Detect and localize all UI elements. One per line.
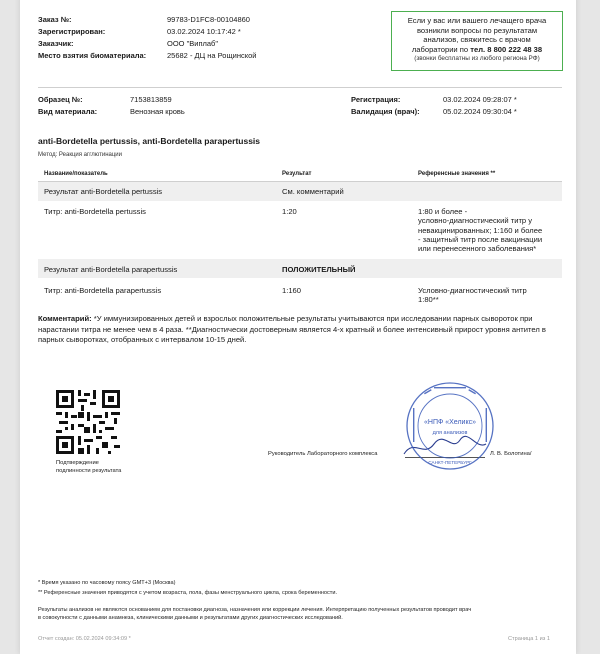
footnote-reference: ** Референсные значения приводятся с учетом возраста, пола, фазы менструального цикла, срока беременности.: [38, 590, 338, 596]
registered-value: 03.02.2024 10:17:42 *: [167, 27, 241, 36]
registration-value: 03.02.2024 09:28:07 *: [443, 95, 517, 104]
row-4-result: 1:160: [282, 286, 302, 295]
sample-number-label: Образец №:: [38, 95, 83, 104]
reference-line: Условно-диагностический титр: [418, 286, 527, 295]
disclaimer-line: Результаты анализов не являются основанием для постановки диагноза, назначения или коррекции лечения. Интерпретацию полученных результатов проводит врач: [38, 607, 472, 613]
disclaimer-line: в совокупности с данными анамнеза, клиническими данными и результатами других диагностических исследований.: [38, 615, 343, 621]
row-2-name: Титр: anti-Bordetella pertussis: [44, 207, 146, 216]
validation-value: 05.02.2024 09:30:04 *: [443, 107, 517, 116]
customer-value: ООО "Виплаб": [167, 39, 219, 48]
reference-line: 1:80 и более -: [418, 207, 468, 216]
order-number-label: Заказ №:: [38, 15, 72, 24]
row-1-result: См. комментарий: [282, 187, 344, 196]
column-header-result: Результат: [282, 171, 312, 177]
contact-line-3: анализов, свяжитесь с врачом: [423, 35, 531, 45]
registration-label: Регистрация:: [351, 95, 401, 104]
sample-number: 7153813859: [130, 95, 172, 104]
comment-block: [38, 314, 558, 346]
divider: [38, 87, 562, 88]
order-number: 99783-D1FC8-00104860: [167, 15, 250, 24]
row-1-name: Результат anti-Bordetella pertussis: [44, 187, 163, 196]
contact-line-2: возникли вопросы по результатам: [416, 25, 538, 35]
reference-line: - защитный титр после вакцинации: [418, 234, 543, 244]
column-header-reference: Референсные значения **: [418, 171, 496, 177]
contact-prefix: лаборатории по: [411, 44, 469, 54]
row-3-name: Результат anti-Bordetella parapertussis: [44, 265, 178, 274]
place-value: 25682 - ДЦ на Рощинской: [167, 51, 257, 60]
report-page: [20, 0, 576, 654]
lab-stamp: [404, 380, 496, 472]
stamp-center-subtext: для анализов: [432, 430, 468, 436]
comment-label: Комментарий:: [38, 314, 92, 323]
row-4-reference: [418, 286, 564, 305]
test-method: Метод: Реакция агглютинации: [38, 152, 123, 158]
doctor-contact-box: [391, 11, 563, 71]
signature-role: Руководитель Лабораторного комплекса: [268, 451, 378, 457]
material-value: Венозная кровь: [130, 107, 185, 116]
stamp-center-text: «НПФ «Хеликс»: [424, 419, 476, 426]
signature-name: Л. В. Болотина/: [490, 451, 532, 457]
validation-label: Валидация (врач):: [351, 107, 420, 116]
column-header-name: Название/показатель: [44, 171, 108, 177]
place-label: Место взятия биоматериала:: [38, 51, 147, 60]
qr-caption: [56, 459, 121, 475]
material-label: Вид материала:: [38, 107, 98, 116]
row-2-result: 1:20: [282, 207, 297, 216]
row-3-result: ПОЛОЖИТЕЛЬНЫЙ: [282, 265, 356, 274]
registered-label: Зарегистрирован:: [38, 27, 106, 36]
reference-line: или перенесенного заболевания*: [418, 244, 537, 254]
reference-line: невакцинированных; 1:160 и более: [418, 225, 543, 235]
contact-line-1: Если у вас или вашего лечащего врача: [407, 16, 547, 25]
row-4-name: Титр: anti-Bordetella parapertussis: [44, 286, 162, 295]
qr-caption-line: подлинности результата: [56, 468, 122, 474]
stamp-bottom-text: САНКТ-ПЕТЕРБУРГ: [428, 460, 472, 465]
row-2-reference: [418, 207, 564, 253]
test-title: anti-Bordetella pertussis, anti-Bordetella parapertussis: [38, 136, 261, 146]
page-number: Страница 1 из 1: [508, 636, 550, 642]
report-created: Отчет создан: 05.02.2024 09:34:09 *: [38, 636, 131, 642]
footnote-time: * Время указано по часовому поясу GMT+3 (Москва): [38, 580, 176, 586]
qr-caption-line: Подтверждение: [56, 460, 99, 466]
reference-line: 1:80**: [418, 295, 439, 305]
disclaimer: [38, 606, 568, 622]
customer-label: Заказчик:: [38, 39, 74, 48]
qr-code: [56, 390, 120, 454]
contact-line-4: [392, 45, 562, 55]
comment-text: *У иммунизированных детей и взрослых положительные результаты учитываются при исследовании парных сывороток при нарастании титра не менее чем в 4 раза. **Диагностически достоверным является 4-х кратный и более интенсивный прирост уровня антител в парных сыворотках, отобранных с интервалом 10-15 дней.: [38, 314, 546, 344]
contact-note: (звонки бесплатны из любого региона РФ): [414, 55, 540, 63]
contact-phone[interactable]: тел. 8 800 222 48 38: [470, 44, 543, 54]
reference-line: условно-диагностический титр у: [418, 216, 533, 226]
